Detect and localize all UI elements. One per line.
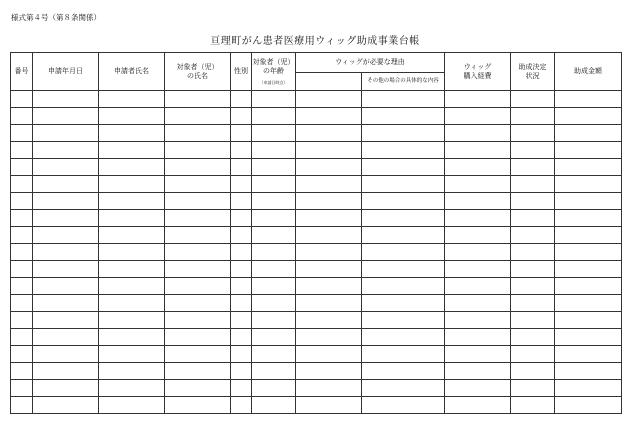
cell-application-date[interactable] <box>33 261 99 278</box>
cell-applicant-name[interactable] <box>99 91 165 108</box>
table-row <box>11 346 622 363</box>
cell-subject-name[interactable] <box>165 295 231 312</box>
cell-decision-status[interactable] <box>511 125 555 142</box>
cell-subject-name[interactable] <box>165 142 231 159</box>
cell-grant-amount[interactable] <box>555 142 622 159</box>
cell-reason-other[interactable] <box>362 193 445 210</box>
cell-subject-age[interactable] <box>252 261 296 278</box>
header-reason: ウィッグが必要な理由 <box>296 53 445 73</box>
cell-gender[interactable] <box>231 329 252 346</box>
cell-applicant-name[interactable] <box>99 380 165 397</box>
cell-grant-amount[interactable] <box>555 176 622 193</box>
table-row <box>11 295 622 312</box>
cell-subject-name[interactable] <box>165 108 231 125</box>
cell-purchase-cost[interactable] <box>445 210 511 227</box>
cell-reason[interactable] <box>296 159 362 176</box>
cell-application-date[interactable] <box>33 329 99 346</box>
cell-purchase-cost[interactable] <box>445 329 511 346</box>
cell-number[interactable] <box>11 261 33 278</box>
header-row <box>11 53 622 73</box>
cell-subject-name[interactable] <box>165 227 231 244</box>
cell-purchase-cost[interactable] <box>445 397 511 414</box>
cell-grant-amount[interactable] <box>555 363 622 380</box>
table-row <box>11 244 622 261</box>
cell-reason-other[interactable] <box>362 125 445 142</box>
cell-reason-other[interactable] <box>362 210 445 227</box>
cell-subject-age[interactable] <box>252 159 296 176</box>
header-grant-amount: 助成金額 <box>555 53 622 91</box>
cell-reason-other[interactable] <box>362 312 445 329</box>
table-row <box>11 329 622 346</box>
cell-number[interactable] <box>11 142 33 159</box>
cell-number[interactable] <box>11 176 33 193</box>
cell-application-date[interactable] <box>33 397 99 414</box>
cell-subject-age[interactable] <box>252 278 296 295</box>
cell-grant-amount[interactable] <box>555 278 622 295</box>
cell-grant-amount[interactable] <box>555 261 622 278</box>
cell-reason[interactable] <box>296 193 362 210</box>
cell-grant-amount[interactable] <box>555 91 622 108</box>
cell-reason-other[interactable] <box>362 329 445 346</box>
cell-subject-name[interactable] <box>165 159 231 176</box>
cell-grant-amount[interactable] <box>555 108 622 125</box>
header-gender: 性別 <box>231 53 252 91</box>
cell-reason-other[interactable] <box>362 142 445 159</box>
cell-reason-other[interactable] <box>362 380 445 397</box>
cell-purchase-cost[interactable] <box>445 227 511 244</box>
cell-subject-age[interactable] <box>252 91 296 108</box>
cell-subject-name[interactable] <box>165 244 231 261</box>
cell-number[interactable] <box>11 108 33 125</box>
table-row <box>11 278 622 295</box>
cell-reason[interactable] <box>296 261 362 278</box>
cell-purchase-cost[interactable] <box>445 312 511 329</box>
cell-subject-age[interactable] <box>252 142 296 159</box>
cell-application-date[interactable] <box>33 108 99 125</box>
cell-subject-age[interactable] <box>252 227 296 244</box>
cell-subject-name[interactable] <box>165 397 231 414</box>
cell-decision-status[interactable] <box>511 91 555 108</box>
cell-subject-name[interactable] <box>165 346 231 363</box>
cell-application-date[interactable] <box>33 363 99 380</box>
cell-decision-status[interactable] <box>511 193 555 210</box>
cell-number[interactable] <box>11 193 33 210</box>
cell-decision-status[interactable] <box>511 227 555 244</box>
cell-grant-amount[interactable] <box>555 210 622 227</box>
cell-applicant-name[interactable] <box>99 227 165 244</box>
cell-decision-status[interactable] <box>511 159 555 176</box>
cell-gender[interactable] <box>231 397 252 414</box>
cell-reason-other[interactable] <box>362 244 445 261</box>
cell-decision-status[interactable] <box>511 210 555 227</box>
cell-reason[interactable] <box>296 108 362 125</box>
table-row <box>11 363 622 380</box>
cell-reason-other[interactable] <box>362 176 445 193</box>
table-row <box>11 159 622 176</box>
cell-reason-other[interactable] <box>362 295 445 312</box>
form-number: 様式第４号（第８条関係） <box>11 13 101 22</box>
cell-number[interactable] <box>11 278 33 295</box>
cell-decision-status[interactable] <box>511 142 555 159</box>
cell-applicant-name[interactable] <box>99 329 165 346</box>
cell-grant-amount[interactable] <box>555 312 622 329</box>
cell-decision-status[interactable] <box>511 312 555 329</box>
cell-subject-name[interactable] <box>165 125 231 142</box>
cell-gender[interactable] <box>231 363 252 380</box>
cell-application-date[interactable] <box>33 210 99 227</box>
cell-decision-status[interactable] <box>511 329 555 346</box>
cell-reason[interactable] <box>296 380 362 397</box>
cell-gender[interactable] <box>231 210 252 227</box>
cell-number[interactable] <box>11 397 33 414</box>
cell-subject-age[interactable] <box>252 125 296 142</box>
cell-application-date[interactable] <box>33 176 99 193</box>
header-applicant-name: 申請者氏名 <box>99 53 165 91</box>
cell-gender[interactable] <box>231 227 252 244</box>
cell-reason[interactable] <box>296 295 362 312</box>
cell-number[interactable] <box>11 91 33 108</box>
cell-subject-name[interactable] <box>165 193 231 210</box>
cell-number[interactable] <box>11 125 33 142</box>
cell-purchase-cost[interactable] <box>445 159 511 176</box>
cell-applicant-name[interactable] <box>99 193 165 210</box>
cell-decision-status[interactable] <box>511 244 555 261</box>
cell-applicant-name[interactable] <box>99 346 165 363</box>
cell-subject-age[interactable] <box>252 380 296 397</box>
cell-grant-amount[interactable] <box>555 346 622 363</box>
cell-number[interactable] <box>11 227 33 244</box>
cell-decision-status[interactable] <box>511 295 555 312</box>
cell-subject-name[interactable] <box>165 210 231 227</box>
table-row <box>11 397 622 414</box>
table-row <box>11 142 622 159</box>
cell-purchase-cost[interactable] <box>445 244 511 261</box>
header-decision-status: 助成決定 状況 <box>511 53 555 91</box>
cell-subject-name[interactable] <box>165 329 231 346</box>
table-row <box>11 261 622 278</box>
cell-purchase-cost[interactable] <box>445 142 511 159</box>
cell-gender[interactable] <box>231 295 252 312</box>
cell-decision-status[interactable] <box>511 108 555 125</box>
cell-application-date[interactable] <box>33 278 99 295</box>
cell-reason[interactable] <box>296 397 362 414</box>
cell-applicant-name[interactable] <box>99 397 165 414</box>
table-row <box>11 108 622 125</box>
cell-reason-other[interactable] <box>362 278 445 295</box>
cell-gender[interactable] <box>231 176 252 193</box>
cell-reason-other[interactable] <box>362 346 445 363</box>
cell-purchase-cost[interactable] <box>445 176 511 193</box>
cell-decision-status[interactable] <box>511 397 555 414</box>
cell-subject-name[interactable] <box>165 91 231 108</box>
cell-reason[interactable] <box>296 346 362 363</box>
cell-application-date[interactable] <box>33 125 99 142</box>
cell-number[interactable] <box>11 363 33 380</box>
cell-subject-age[interactable] <box>252 312 296 329</box>
cell-number[interactable] <box>11 159 33 176</box>
cell-subject-age[interactable] <box>252 295 296 312</box>
table-row <box>11 380 622 397</box>
cell-decision-status[interactable] <box>511 278 555 295</box>
cell-applicant-name[interactable] <box>99 261 165 278</box>
cell-reason-other[interactable] <box>362 91 445 108</box>
cell-number[interactable] <box>11 210 33 227</box>
cell-subject-age[interactable] <box>252 176 296 193</box>
cell-subject-age[interactable] <box>252 363 296 380</box>
cell-number[interactable] <box>11 346 33 363</box>
cell-grant-amount[interactable] <box>555 159 622 176</box>
cell-gender[interactable] <box>231 244 252 261</box>
cell-grant-amount[interactable] <box>555 397 622 414</box>
cell-reason-other[interactable] <box>362 227 445 244</box>
cell-reason-other[interactable] <box>362 363 445 380</box>
cell-subject-age[interactable] <box>252 193 296 210</box>
ledger-table <box>10 52 622 414</box>
cell-decision-status[interactable] <box>511 380 555 397</box>
cell-application-date[interactable] <box>33 159 99 176</box>
cell-subject-age[interactable] <box>252 329 296 346</box>
cell-applicant-name[interactable] <box>99 210 165 227</box>
cell-subject-age[interactable] <box>252 346 296 363</box>
cell-gender[interactable] <box>231 261 252 278</box>
cell-application-date[interactable] <box>33 380 99 397</box>
cell-subject-age[interactable] <box>252 244 296 261</box>
cell-applicant-name[interactable] <box>99 159 165 176</box>
cell-reason[interactable] <box>296 363 362 380</box>
cell-grant-amount[interactable] <box>555 227 622 244</box>
cell-purchase-cost[interactable] <box>445 380 511 397</box>
cell-gender[interactable] <box>231 159 252 176</box>
cell-subject-name[interactable] <box>165 312 231 329</box>
cell-applicant-name[interactable] <box>99 244 165 261</box>
header-subject-age-label: 対象者（児） の年齢 <box>252 57 295 75</box>
table-row <box>11 193 622 210</box>
cell-reason[interactable] <box>296 125 362 142</box>
cell-gender[interactable] <box>231 108 252 125</box>
cell-purchase-cost[interactable] <box>445 346 511 363</box>
cell-applicant-name[interactable] <box>99 312 165 329</box>
table-row <box>11 91 622 108</box>
cell-gender[interactable] <box>231 91 252 108</box>
header-reason-other: その他の場合の具体的な内容 <box>362 73 445 91</box>
cell-grant-amount[interactable] <box>555 329 622 346</box>
cell-gender[interactable] <box>231 142 252 159</box>
cell-number[interactable] <box>11 329 33 346</box>
header-subject-name: 対象者（児） の氏名 <box>165 53 231 91</box>
cell-gender[interactable] <box>231 312 252 329</box>
cell-grant-amount[interactable] <box>555 380 622 397</box>
cell-application-date[interactable] <box>33 312 99 329</box>
ledger-body <box>11 91 622 414</box>
cell-reason[interactable] <box>296 210 362 227</box>
cell-decision-status[interactable] <box>511 261 555 278</box>
cell-purchase-cost[interactable] <box>445 108 511 125</box>
cell-subject-name[interactable] <box>165 380 231 397</box>
cell-reason-other[interactable] <box>362 108 445 125</box>
cell-subject-name[interactable] <box>165 176 231 193</box>
cell-subject-name[interactable] <box>165 278 231 295</box>
cell-purchase-cost[interactable] <box>445 261 511 278</box>
cell-reason[interactable] <box>296 312 362 329</box>
cell-purchase-cost[interactable] <box>445 193 511 210</box>
cell-grant-amount[interactable] <box>555 295 622 312</box>
cell-decision-status[interactable] <box>511 346 555 363</box>
header-application-date: 申請年月日 <box>33 53 99 91</box>
cell-gender[interactable] <box>231 125 252 142</box>
cell-applicant-name[interactable] <box>99 108 165 125</box>
cell-applicant-name[interactable] <box>99 363 165 380</box>
cell-subject-age[interactable] <box>252 397 296 414</box>
cell-applicant-name[interactable] <box>99 295 165 312</box>
cell-subject-name[interactable] <box>165 261 231 278</box>
cell-applicant-name[interactable] <box>99 176 165 193</box>
cell-application-date[interactable] <box>33 91 99 108</box>
cell-reason[interactable] <box>296 227 362 244</box>
cell-applicant-name[interactable] <box>99 125 165 142</box>
cell-subject-age[interactable] <box>252 210 296 227</box>
cell-application-date[interactable] <box>33 227 99 244</box>
cell-subject-age[interactable] <box>252 108 296 125</box>
header-number: 番号 <box>11 53 33 91</box>
cell-purchase-cost[interactable] <box>445 91 511 108</box>
cell-number[interactable] <box>11 312 33 329</box>
cell-reason[interactable] <box>296 329 362 346</box>
cell-reason-other[interactable] <box>362 397 445 414</box>
cell-gender[interactable] <box>231 346 252 363</box>
cell-number[interactable] <box>11 295 33 312</box>
cell-grant-amount[interactable] <box>555 125 622 142</box>
header-purchase-cost: ウィッグ 購入経費 <box>445 53 511 91</box>
table-row <box>11 210 622 227</box>
cell-purchase-cost[interactable] <box>445 125 511 142</box>
table-row <box>11 227 622 244</box>
cell-application-date[interactable] <box>33 346 99 363</box>
cell-applicant-name[interactable] <box>99 142 165 159</box>
cell-application-date[interactable] <box>33 244 99 261</box>
cell-reason[interactable] <box>296 142 362 159</box>
cell-purchase-cost[interactable] <box>445 278 511 295</box>
cell-decision-status[interactable] <box>511 176 555 193</box>
cell-reason[interactable] <box>296 278 362 295</box>
cell-purchase-cost[interactable] <box>445 295 511 312</box>
cell-application-date[interactable] <box>33 193 99 210</box>
cell-reason[interactable] <box>296 91 362 108</box>
cell-gender[interactable] <box>231 193 252 210</box>
document-title: 亘理町がん患者医療用ウィッグ助成事業台帳 <box>210 36 420 47</box>
cell-reason-other[interactable] <box>362 261 445 278</box>
cell-subject-name[interactable] <box>165 363 231 380</box>
cell-number[interactable] <box>11 244 33 261</box>
cell-grant-amount[interactable] <box>555 193 622 210</box>
header-subject-age <box>252 53 296 91</box>
table-row <box>11 312 622 329</box>
cell-decision-status[interactable] <box>511 363 555 380</box>
header-reason-main <box>296 73 362 91</box>
table-row <box>11 125 622 142</box>
cell-reason[interactable] <box>296 244 362 261</box>
table-row <box>11 176 622 193</box>
cell-reason-other[interactable] <box>362 159 445 176</box>
cell-application-date[interactable] <box>33 295 99 312</box>
cell-number[interactable] <box>11 380 33 397</box>
cell-purchase-cost[interactable] <box>445 363 511 380</box>
cell-gender[interactable] <box>231 278 252 295</box>
header-age-note: （申請日時点） <box>259 79 288 85</box>
cell-gender[interactable] <box>231 380 252 397</box>
cell-application-date[interactable] <box>33 142 99 159</box>
cell-grant-amount[interactable] <box>555 244 622 261</box>
cell-applicant-name[interactable] <box>99 278 165 295</box>
cell-reason[interactable] <box>296 176 362 193</box>
